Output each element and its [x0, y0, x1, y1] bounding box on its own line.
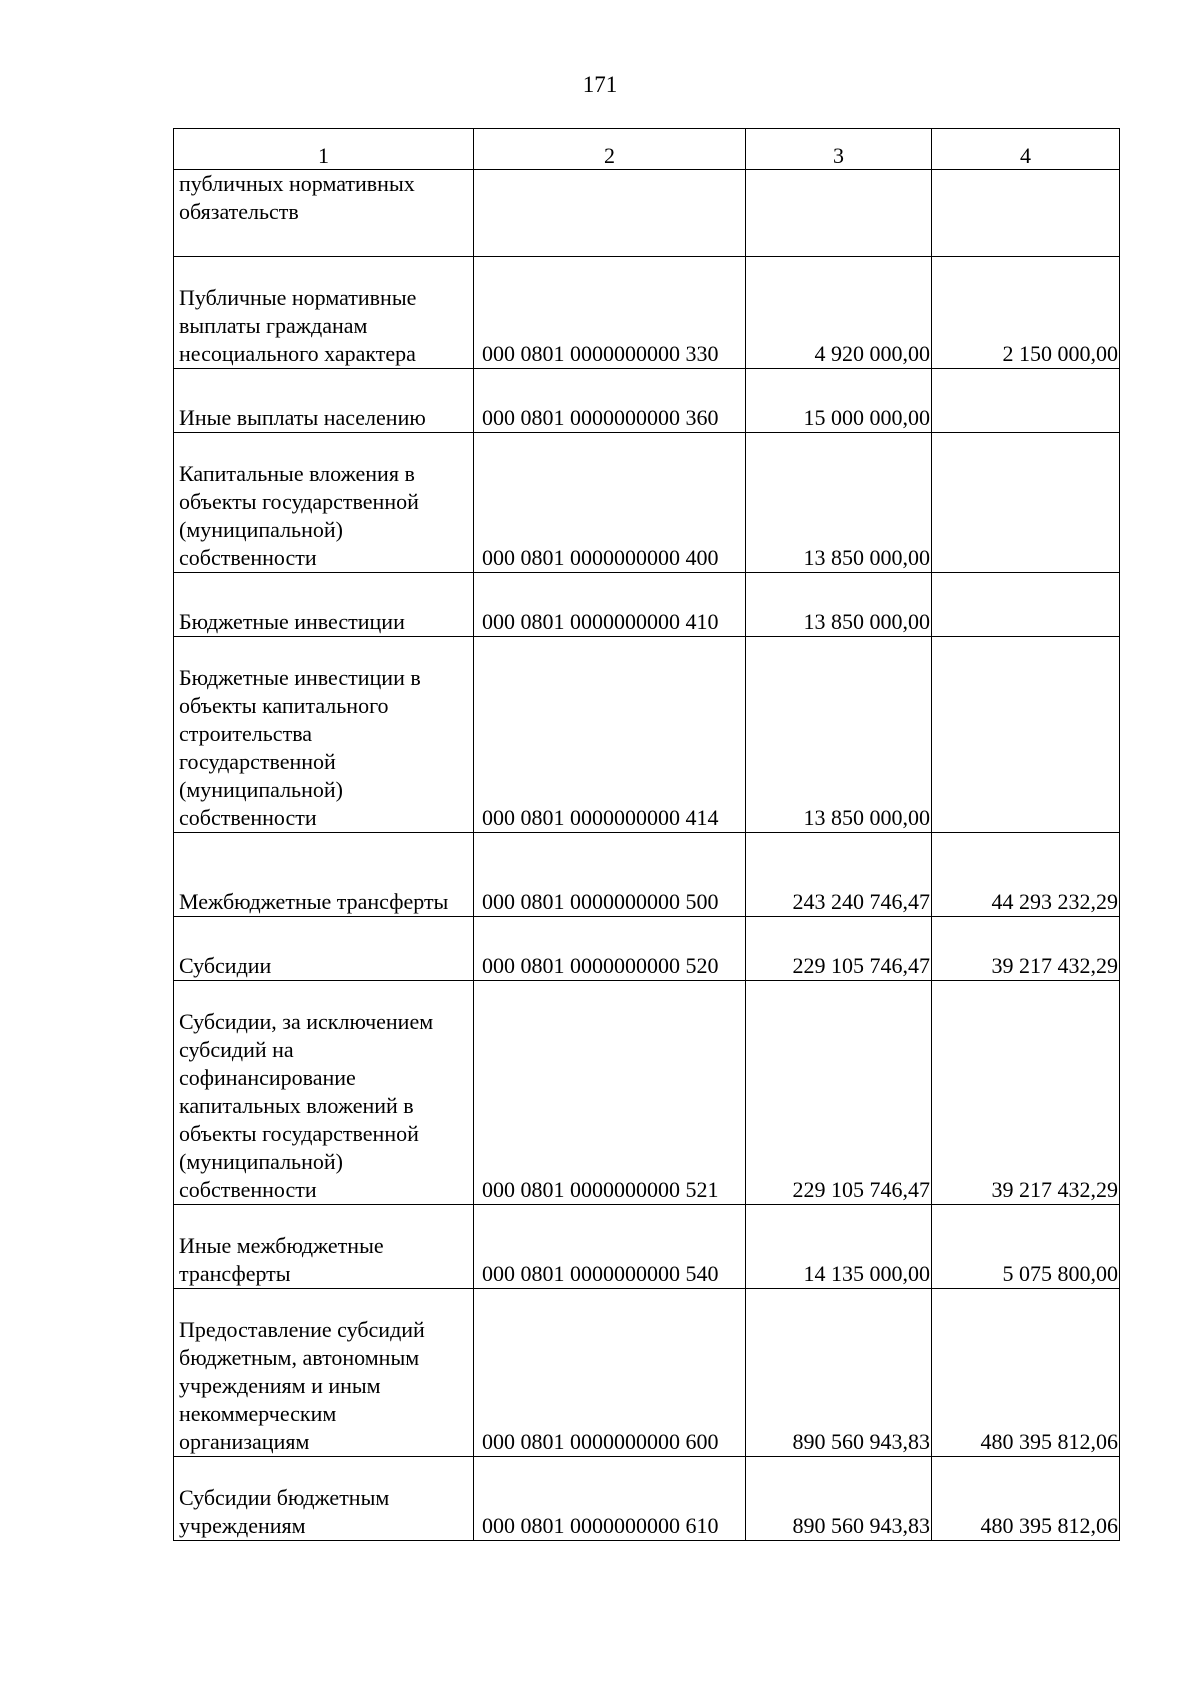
- row-name: Капитальные вложения в объекты государственной (муниципальной) собственности: [174, 433, 474, 573]
- column-header: 3: [746, 129, 932, 170]
- row-value-col4: [932, 369, 1120, 433]
- row-value-col3: 890 560 943,83: [746, 1457, 932, 1541]
- column-header: 2: [474, 129, 746, 170]
- row-value-col4: [932, 573, 1120, 637]
- row-value-col3: 15 000 000,00: [746, 369, 932, 433]
- row-name: Публичные нормативные выплаты гражданам несоциального характера: [174, 257, 474, 369]
- row-value-col4: 39 217 432,29: [932, 917, 1120, 981]
- column-header: 1: [174, 129, 474, 170]
- row-value-col3: [746, 170, 932, 257]
- table-row: [174, 433, 1120, 573]
- page-number: 171: [582, 72, 618, 97]
- table-row: [174, 981, 1120, 1205]
- row-value-col4: 5 075 800,00: [932, 1205, 1120, 1289]
- row-value-col3: 13 850 000,00: [746, 433, 932, 573]
- row-value-col4: [932, 433, 1120, 573]
- row-value-col4: 480 395 812,06: [932, 1457, 1120, 1541]
- row-name: Субсидии, за исключением субсидий на софинансирование капитальных вложений в объекты государственной (муниципальной) собственности: [174, 981, 474, 1205]
- table-row: [174, 1289, 1120, 1457]
- row-code: 000 0801 0000000000 400: [474, 433, 746, 573]
- row-code: 000 0801 0000000000 521: [474, 981, 746, 1205]
- table-row: [174, 1457, 1120, 1541]
- row-name: Предоставление субсидий бюджетным, автономным учреждениям и иным некоммерческим организациям: [174, 1289, 474, 1457]
- row-code: 000 0801 0000000000 610: [474, 1457, 746, 1541]
- row-code: 000 0801 0000000000 360: [474, 369, 746, 433]
- row-name: Иные межбюджетные трансферты: [174, 1205, 474, 1289]
- row-value-col3: 13 850 000,00: [746, 573, 932, 637]
- row-value-col4: 2 150 000,00: [932, 257, 1120, 369]
- row-name: Бюджетные инвестиции: [174, 573, 474, 637]
- row-name: Бюджетные инвестиции в объекты капитального строительства государственной (муниципальной) собственности: [174, 637, 474, 833]
- row-code: 000 0801 0000000000 600: [474, 1289, 746, 1457]
- row-name: Иные выплаты населению: [174, 369, 474, 433]
- row-code: 000 0801 0000000000 500: [474, 833, 746, 917]
- table-row: [174, 1205, 1120, 1289]
- row-value-col3: 890 560 943,83: [746, 1289, 932, 1457]
- budget-table: [173, 128, 1120, 1541]
- row-name: публичных нормативных обязательств: [174, 170, 474, 257]
- table-header-row: [174, 129, 1120, 170]
- row-value-col3: 13 850 000,00: [746, 637, 932, 833]
- row-value-col3: 229 105 746,47: [746, 981, 932, 1205]
- row-name: Субсидии: [174, 917, 474, 981]
- row-value-col3: 229 105 746,47: [746, 917, 932, 981]
- table-row: [174, 573, 1120, 637]
- row-value-col4: 44 293 232,29: [932, 833, 1120, 917]
- table-row: [174, 369, 1120, 433]
- table-row: [174, 833, 1120, 917]
- row-value-col3: 4 920 000,00: [746, 257, 932, 369]
- row-value-col3: 14 135 000,00: [746, 1205, 932, 1289]
- row-code: [474, 170, 746, 257]
- row-name: Субсидии бюджетным учреждениям: [174, 1457, 474, 1541]
- row-value-col3: 243 240 746,47: [746, 833, 932, 917]
- row-code: 000 0801 0000000000 540: [474, 1205, 746, 1289]
- table-row: [174, 637, 1120, 833]
- table-row: [174, 257, 1120, 369]
- row-code: 000 0801 0000000000 410: [474, 573, 746, 637]
- row-value-col4: 39 217 432,29: [932, 981, 1120, 1205]
- row-value-col4: 480 395 812,06: [932, 1289, 1120, 1457]
- row-code: 000 0801 0000000000 330: [474, 257, 746, 369]
- row-code: 000 0801 0000000000 520: [474, 917, 746, 981]
- row-value-col4: [932, 637, 1120, 833]
- table-row: [174, 917, 1120, 981]
- row-code: 000 0801 0000000000 414: [474, 637, 746, 833]
- row-name: Межбюджетные трансферты: [174, 833, 474, 917]
- row-value-col4: [932, 170, 1120, 257]
- column-header: 4: [932, 129, 1120, 170]
- table-row: [174, 170, 1120, 257]
